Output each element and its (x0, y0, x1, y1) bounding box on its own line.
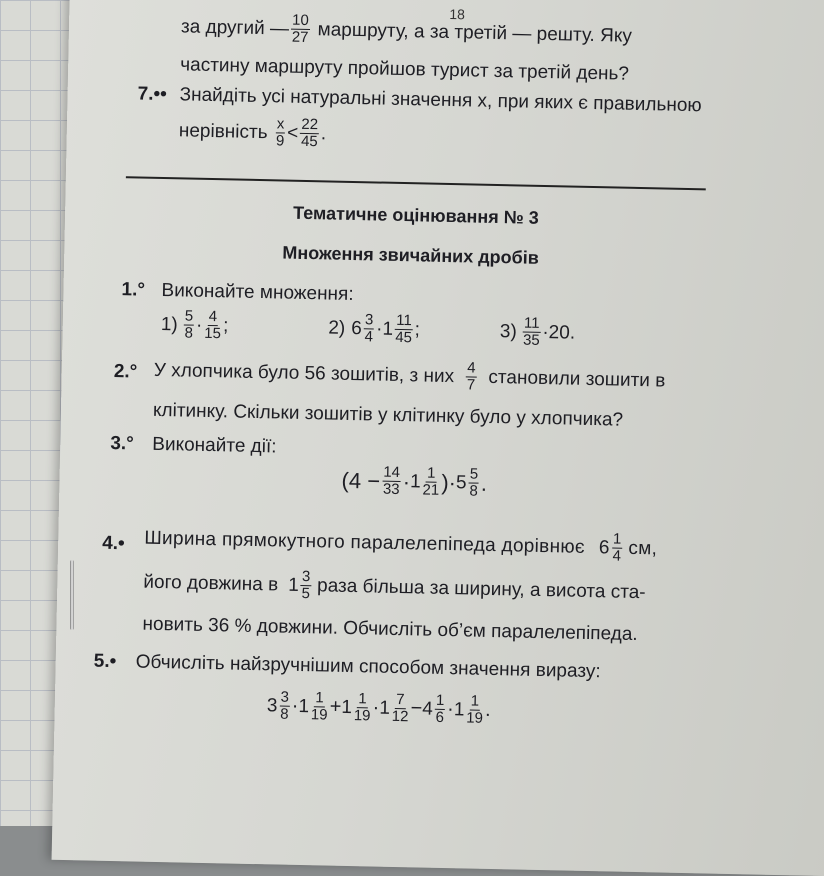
task-5-expression: 3 $\frac{3}{8}$ · 1 $\frac{1}{19}$ + 1 $\frac{1}{19}$ · 1 $\frac{7}{12}$ − 4 $\frac{1}{6}$ · 1 $\frac{1}{19}$ . (266, 688, 491, 727)
fraction: $\frac{3}{4}$ (364, 311, 374, 346)
task-1-text: Виконайте множення: (161, 279, 354, 306)
fraction: $\frac{1}{19}$ (466, 692, 484, 727)
task-5-number: 5.• (93, 650, 117, 673)
top-problem-line2: частину маршруту пройшов турист за третій день? (180, 54, 630, 85)
fraction: $\frac{x}{9}$ (275, 115, 285, 150)
fraction: $\frac{3}{8}$ (280, 688, 290, 723)
task-4-number: 4.• (101, 532, 125, 555)
fraction: $\frac{4}{15}$ (204, 307, 222, 343)
fraction: $\frac{1}{6}$ (435, 691, 445, 726)
page-number: 18 (449, 5, 466, 23)
problem-7-number: 7.•• (137, 83, 167, 106)
section-subtitle: Множення звичайних дробів (282, 242, 540, 268)
textbook-page (52, 0, 824, 876)
task-4-line3: новить 36 % довжини. Обчисліть об’єм паралелепіпеда. (142, 613, 638, 646)
problem-7-line1: Знайдіть усі натуральні значення x, при яких є правильною (179, 84, 702, 117)
problem-7-line2: нерівність $\frac{x}{9}$ < $\frac{22}{45}$ . (178, 115, 327, 151)
section-title: Тематичне оцінювання № 3 (292, 202, 539, 228)
task-4-line2: його довжина в 1 $\frac{3}{5}$ раза більша за ширину, а висота ста- (143, 567, 646, 603)
task-2-number: 2.° (113, 361, 138, 383)
fraction: $\frac{22}{45}$ (300, 115, 319, 151)
task-3-expression: (4 − $\frac{14}{33}$ · 1 $\frac{1}{21}$ ) · 5 $\frac{5}{8}$ . (341, 463, 488, 500)
task-2-line2: клітинку. Скільки зошитів у клітинку було у хлопчика? (152, 399, 624, 431)
task-4-line1: Ширина прямокутного паралелепіпеда дорівнює 6 $\frac{1}{4}$ см, (144, 527, 658, 565)
task-2-line1: У хлопчика було 56 зошитів, з них $\frac{4}{7}$ становили зошити в (153, 359, 666, 394)
fraction: $\frac{7}{12}$ (391, 690, 409, 726)
fraction: $\frac{11}{45}$ (395, 311, 413, 347)
task-1-number: 1.° (121, 279, 146, 301)
task-3-text: Виконайте дії: (152, 433, 277, 458)
fraction: $\frac{1}{19}$ (310, 689, 328, 724)
task-3-number: 3.° (110, 432, 134, 455)
section-divider (126, 176, 706, 190)
fraction: $\frac{14}{33}$ (382, 463, 401, 499)
task-1-parts: 1) $\frac{5}{8}$ · $\frac{4}{15}$ ; 2) 6 $\frac{3}{4}$ · 1 $\frac{11}{45}$ ; 3) $\frac{11}{35}$ · 20. (160, 307, 576, 349)
fraction: $\frac{5}{8}$ (469, 465, 479, 500)
fraction: $\frac{3}{5}$ (301, 567, 311, 603)
fraction: $\frac{1}{4}$ (612, 530, 622, 565)
fraction: $\frac{4}{7}$ (466, 359, 476, 394)
binding-staple (70, 560, 74, 630)
fraction: $\frac{11}{35}$ (522, 314, 540, 349)
fraction: $\frac{1}{19}$ (353, 690, 371, 725)
task-5-text: Обчисліть найзручнішим способом значення виразу: (135, 651, 601, 683)
fraction: $\frac{10}{27}$ (291, 11, 310, 47)
top-problem-line1: за другий — $\frac{10}{27}$ маршруту, а за третій — решту. Яку (180, 11, 633, 47)
fraction: $\frac{1}{21}$ (422, 464, 440, 499)
fraction: $\frac{5}{8}$ (184, 307, 194, 342)
